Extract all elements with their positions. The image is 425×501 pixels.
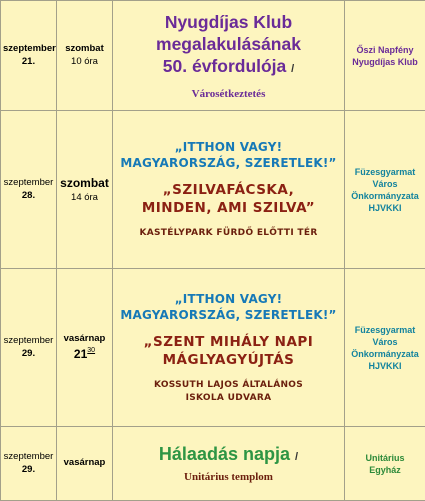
event-slogan: „ITTHON VAGY! MAGYARORSZÁG, SZERETLEK!” xyxy=(115,291,342,323)
event-details xyxy=(113,269,345,427)
date-month: szeptember xyxy=(3,43,56,54)
event-row xyxy=(1,111,425,269)
event-subtitle: Városétkeztetés xyxy=(115,88,342,100)
event-place: KASTÉLYPARK FÜRDŐ ELŐTTI TÉR xyxy=(115,227,342,240)
weekday: szombat xyxy=(60,176,109,190)
date-month: szeptember xyxy=(4,335,54,346)
event-title: Hálaadás napja / xyxy=(115,444,342,465)
event-organizer: Füzesgyarmat Város Önkormányzata HJVKKI xyxy=(345,269,425,427)
event-organizer: Unitárius Egyház xyxy=(345,427,425,501)
event-date xyxy=(1,111,57,269)
time-hour: 21 xyxy=(74,347,87,361)
date-day: 21. xyxy=(22,56,35,67)
date-month: szeptember xyxy=(4,177,54,188)
event-title: „SZENT MIHÁLY NAPI MÁGLYAGYÚJTÁS xyxy=(115,333,342,369)
title-separator: / xyxy=(291,63,294,75)
event-date xyxy=(1,269,57,427)
date-day: 29. xyxy=(22,348,35,359)
event-subtitle: Unitárius templom xyxy=(115,471,342,483)
event-time xyxy=(57,1,113,111)
date-month: szeptember xyxy=(4,451,54,462)
weekday: vasárnap xyxy=(64,333,106,344)
event-slogan: „ITTHON VAGY! MAGYARORSZÁG, SZERETLEK!” xyxy=(115,139,342,171)
weekday: vasárnap xyxy=(64,457,106,468)
weekday: szombat xyxy=(65,43,104,54)
event-place: KOSSUTH LAJOS ÁLTALÁNOS ISKOLA UDVARA xyxy=(115,379,342,405)
event-organizer: Füzesgyarmat Város Önkormányzata HJVKKI xyxy=(345,111,425,269)
event-date xyxy=(1,427,57,501)
event-row xyxy=(1,427,425,501)
time: 14 óra xyxy=(71,192,98,203)
event-time xyxy=(57,269,113,427)
event-row xyxy=(1,1,425,111)
event-row xyxy=(1,269,425,427)
event-details xyxy=(113,1,345,111)
event-title: Nyugdíjas Klub megalakulásának 50. évfordulója / xyxy=(115,11,342,80)
event-time xyxy=(57,111,113,269)
time-minute: 30 xyxy=(87,347,95,354)
event-details xyxy=(113,111,345,269)
event-date xyxy=(1,1,57,111)
event-time xyxy=(57,427,113,501)
title-separator: / xyxy=(295,451,298,463)
event-title: „SZILVAFÁCSKA, MINDEN, AMI SZILVA” xyxy=(115,181,342,217)
date-day: 28. xyxy=(22,190,35,201)
event-details xyxy=(113,427,345,501)
date-day: 29. xyxy=(22,464,35,475)
time: 10 óra xyxy=(71,56,98,67)
event-organizer: Őszi Napfény Nyugdíjas Klub xyxy=(345,1,425,111)
